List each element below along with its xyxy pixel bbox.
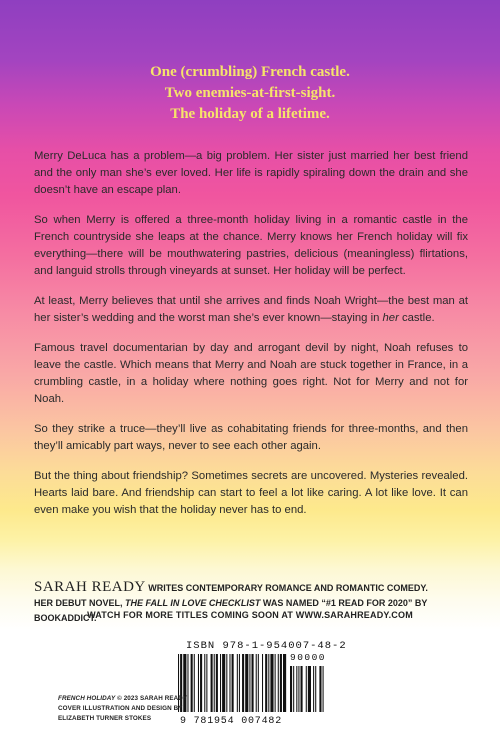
barcode-bar (200, 654, 202, 712)
barcode-bar (204, 654, 205, 712)
barcode-addon-bar (296, 666, 297, 712)
barcode-bar (229, 654, 230, 712)
barcode-bar (220, 654, 221, 712)
barcode-addon-bar (306, 666, 307, 712)
blurb-paragraph-1: Merry DeLuca has a problem—a big problem. Her sister just married her best friend and the only man she’s ever loved. Her life is rapidly spiraling down the drain and she doesn’t have an escape plan. (34, 150, 468, 196)
credits-line-2: COVER ILLUSTRATION AND DESIGN BY (58, 705, 183, 712)
barcode-bar (275, 654, 276, 712)
blurb-paragraph-2: So when Merry is offered a three-month holiday living in a romantic castle in the French countryside she leaps at the chance. Merry knows her French holiday will fix everything—there will be mouthwatering pastries, delicious (meaningless) flirtations, and languid strolls through vineyards at sunset. Her holiday will be perfect. (34, 214, 468, 277)
credits (58, 694, 187, 724)
website-promo: WATCH FOR MORE TITLES COMING SOON AT WWW.SARAHREADY.COM (87, 610, 413, 620)
barcode-bar (191, 654, 193, 712)
barcode-bar (252, 654, 254, 712)
barcode-addon-bar (290, 666, 292, 712)
barcode-addon-bar (313, 666, 314, 712)
barcode-addon-bar (298, 666, 299, 712)
barcode-bar (245, 654, 248, 712)
blurb-paragraph-6: But the thing about friendship? Sometimes secrets are uncovered. Mysteries revealed. Hearts laid bare. And friendship can start to feel a lot like caring. A lot like love. It can even make you wish that the holiday never has to end. (34, 470, 468, 516)
barcode-addon-bar (315, 666, 316, 712)
credits-line-1 (58, 694, 187, 704)
barcode-bar (214, 654, 215, 712)
blurb-paragraph-3 (34, 293, 468, 327)
barcode-price-code: 90000 (290, 652, 327, 663)
author-name: SARAH READY (34, 579, 146, 595)
blurb-paragraph-3-end: castle. (398, 312, 435, 324)
author-bio-text-2b: WAS NAMED “#1 READ FOR 2020” BY BOOKADDICT. (34, 598, 428, 623)
barcode-bar (265, 654, 267, 712)
blurb (34, 148, 468, 532)
barcode-bar (187, 654, 188, 712)
author-bio-line-1 (34, 580, 468, 596)
barcode-bar (278, 654, 279, 712)
blurb-paragraph-4: Famous travel documentarian by day and arrogant devil by night, Noah refuses to leave the castle. Which means that Merry and Noah are stuck together in France, in a crumbling castle, in a holiday where nothing goes right. Not for Merry and not for Noah. (34, 342, 468, 405)
barcode-addon-bar (323, 666, 324, 712)
tagline (0, 62, 500, 125)
barcode-bar (237, 654, 238, 712)
barcode-addon-bar (308, 666, 311, 712)
barcode-bar (232, 654, 234, 712)
barcode-bar (226, 654, 227, 712)
barcode-addon-bar (301, 666, 303, 712)
barcode-addon-bar (293, 666, 294, 712)
barcode-bar (256, 654, 257, 712)
barcode-bar (258, 654, 259, 712)
barcode-bar (211, 654, 213, 712)
credits-title: FRENCH HOLIDAY (58, 695, 116, 702)
barcode-bar (216, 654, 218, 712)
isbn-text: ISBN 978-1-954007-48-2 (186, 640, 347, 652)
tagline-line-1: One (crumbling) French castle. (150, 64, 350, 80)
barcode-bar (206, 654, 207, 712)
blurb-paragraph-5: So they strike a truce—they’ll live as cohabitating friends for three-months, and then they’ll amicably part ways, never to see each other again. (34, 423, 468, 452)
author-bio-text-2a: HER DEBUT NOVEL, (34, 598, 126, 608)
barcode-bar (268, 654, 269, 712)
barcode-bar (280, 654, 282, 712)
barcode-number: 9 781954 007482 (180, 716, 283, 727)
tagline-line-2: Two enemies-at-first-sight. (164, 85, 336, 101)
tagline-line-3: The holiday of a lifetime. (170, 106, 330, 122)
barcode-bar (239, 654, 240, 712)
barcode-bar (194, 654, 195, 712)
barcode-icon (176, 654, 326, 716)
author-bio-text-1: WRITES CONTEMPORARY ROMANCE AND ROMANTIC COMEDY. (145, 583, 428, 593)
barcode-bar (242, 654, 244, 712)
barcode-bar (270, 654, 273, 712)
barcode-addon-bar (319, 666, 321, 712)
barcode-bar (198, 654, 199, 712)
barcode-bar (283, 654, 286, 712)
blurb-paragraph-3-start: At least, Merry believes that until she arrives and finds Noah Wright—the best man at her sister’s wedding and the worst man she’s ever known—staying in (34, 295, 468, 324)
credits-copyright: © 2023 SARAH READY (115, 695, 188, 702)
barcode-bar (262, 654, 263, 712)
barcode-bar (249, 654, 250, 712)
credits-line-3: ELIZABETH TURNER STOKES (58, 715, 152, 722)
debut-novel-title: THE FALL IN LOVE CHECKLIST (125, 598, 261, 608)
barcode-bar (222, 654, 225, 712)
blurb-paragraph-3-emphasis: her (382, 312, 399, 324)
